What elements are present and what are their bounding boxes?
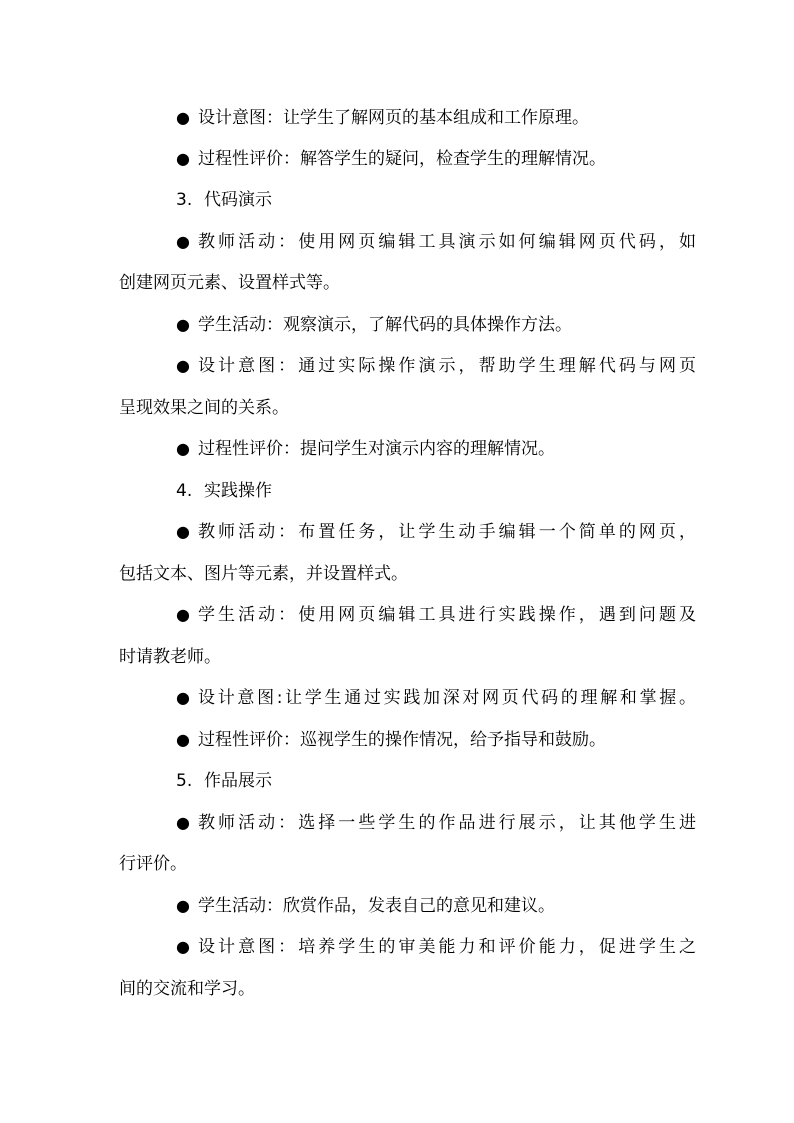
line-text: 包括文本、图片等元素，并设置样式。 (119, 564, 408, 584)
bullet-line (176, 603, 696, 627)
line-text: 学生活动：使用网页编辑工具进行实践操作，遇到问题及 (198, 605, 696, 625)
continuation-line (119, 852, 187, 876)
bullet-line (176, 728, 606, 752)
continuation-line (119, 271, 340, 295)
bullet-icon: ● (176, 605, 190, 624)
continuation-line (119, 562, 408, 586)
bullet-line (176, 811, 696, 835)
section-title: 代码演示 (204, 190, 272, 210)
bullet-icon: ● (176, 688, 190, 707)
line-text: 设计意图：让学生了解网页的基本组成和工作原理。 (198, 108, 589, 128)
bullet-icon: ● (176, 232, 190, 251)
bullet-icon: ● (176, 813, 190, 832)
line-text: 设计意图：培养学生的审美能力和评价能力，促进学生之 (198, 937, 696, 957)
line-text: 过程性评价：解答学生的疑问，检查学生的理解情况。 (198, 149, 606, 169)
bullet-line (176, 894, 555, 918)
line-text: 教师活动：选择一些学生的作品进行展示，让其他学生进 (198, 813, 696, 833)
bullet-line (176, 437, 555, 461)
section-heading (176, 188, 272, 212)
bullet-icon: ● (176, 730, 190, 749)
line-text: 设计意图:让学生通过实践加深对网页代码的理解和掌握。 (198, 688, 696, 708)
section-heading (176, 769, 272, 793)
bullet-icon: ● (176, 439, 190, 458)
line-text: 学生活动：观察演示，了解代码的具体操作方法。 (198, 315, 572, 335)
line-text: 呈现效果之间的关系。 (119, 398, 289, 418)
bullet-icon: ● (176, 356, 190, 375)
bullet-line (176, 147, 606, 171)
section-number: 4. (176, 481, 193, 501)
line-text: 教师活动：使用网页编辑工具演示如何编辑网页代码，如 (198, 232, 696, 252)
section-number: 3. (176, 190, 193, 210)
line-text: 学生活动：欣赏作品，发表自己的意见和建议。 (198, 896, 555, 916)
section-title: 实践操作 (204, 481, 272, 501)
bullet-icon: ● (176, 937, 190, 956)
bullet-line (176, 230, 696, 254)
bullet-line (176, 686, 696, 710)
line-text: 过程性评价：提问学生对演示内容的理解情况。 (198, 439, 555, 459)
line-text: 行评价。 (119, 854, 187, 874)
section-title: 作品展示 (204, 771, 272, 791)
line-text: 过程性评价：巡视学生的操作情况，给予指导和鼓励。 (198, 730, 606, 750)
bullet-line (176, 520, 696, 544)
section-heading (176, 479, 272, 503)
line-text: 时请教老师。 (119, 647, 221, 667)
section-number: 5. (176, 771, 193, 791)
continuation-line (119, 645, 221, 669)
line-text: 间的交流和学习。 (119, 979, 255, 999)
bullet-icon: ● (176, 108, 190, 127)
bullet-icon: ● (176, 896, 190, 915)
line-text: 设计意图：通过实际操作演示，帮助学生理解代码与网页 (198, 356, 696, 376)
bullet-icon: ● (176, 522, 190, 541)
bullet-icon: ● (176, 149, 190, 168)
bullet-line (176, 313, 572, 337)
line-text: 创建网页元素、设置样式等。 (119, 273, 340, 293)
bullet-icon: ● (176, 315, 190, 334)
continuation-line (119, 977, 255, 1001)
continuation-line (119, 396, 289, 420)
bullet-line (176, 354, 696, 378)
bullet-line (176, 106, 589, 130)
line-text: 教师活动：布置任务，让学生动手编辑一个简单的网页， (198, 522, 696, 542)
bullet-line (176, 935, 696, 959)
